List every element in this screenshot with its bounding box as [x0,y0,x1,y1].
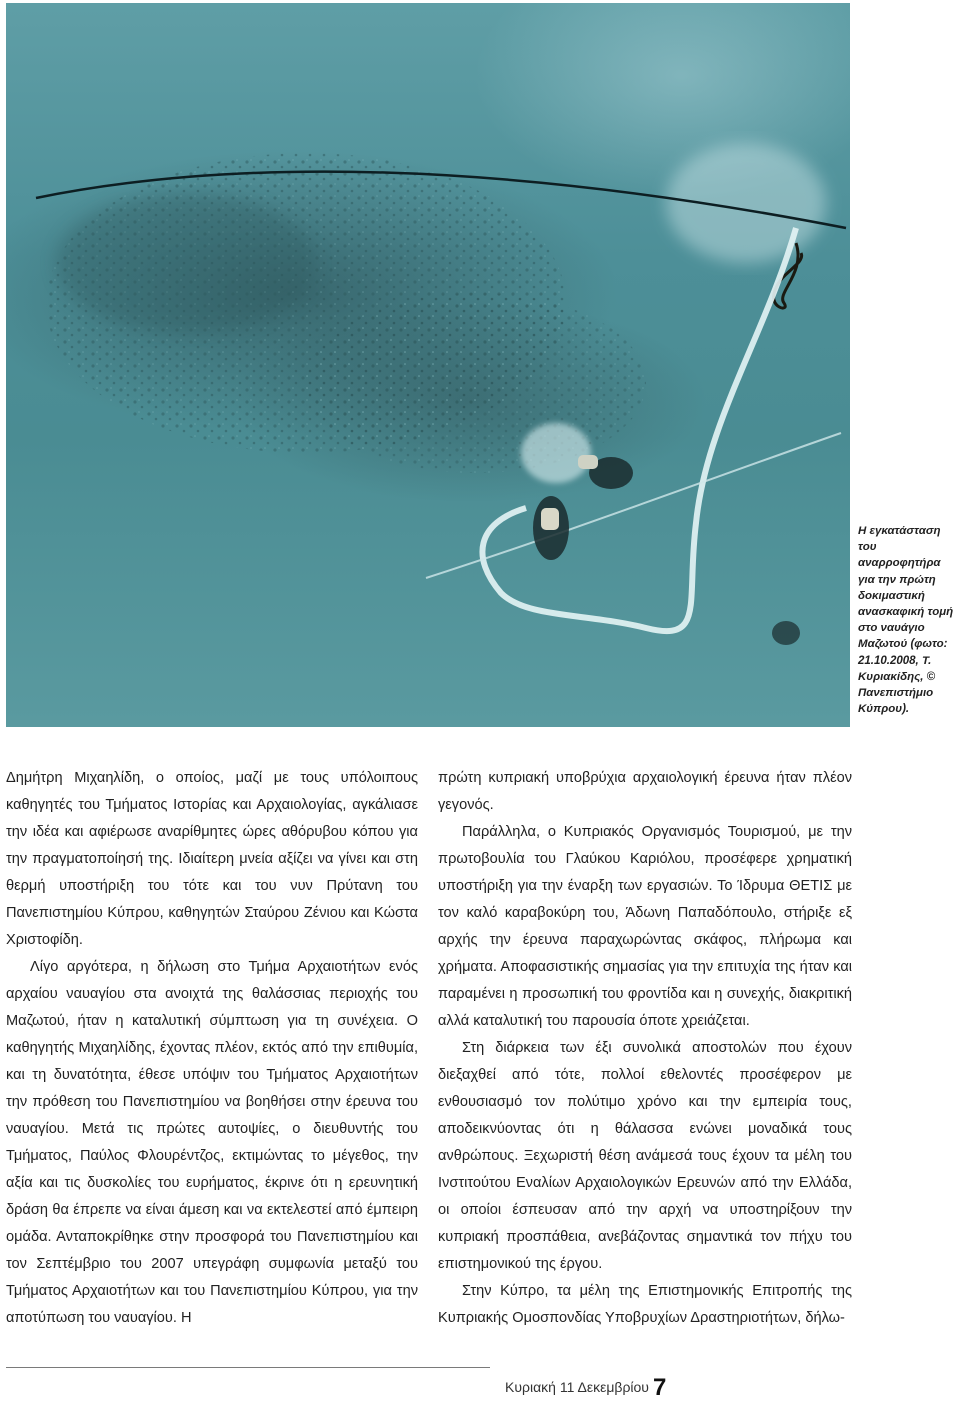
right-paragraph-3: Στη διάρκεια των έξι συνολικά αποστολών που έχουν διεξαχθεί από τότε, πολλοί εθελοντές προσέφερον με ενθουσιασμό τον πολύτιμο χρόνο και την εμπειρία τους, αποδεικνύοντας ότι η θάλασσα ενώνει μοναδικά τους ανθρώπους. Ξεχωριστή θέση ανάμεσά τους έχουν τα μέλη του Ινστιτούτου Εναλίων Αρχαιολογικών Ερευνών από την Ελλάδα, οι οποίοι έσπευσαν από την αρχή να υποστηρίξουν την κυπριακή προσπάθεια, ανεβάζοντας σημαντικά τον πήχυ του επιστημονικού της έργου. [438,1040,852,1272]
footer-date: Κυριακή 11 Δεκεμβρίου [505,1379,649,1395]
photo-illustration [6,3,850,727]
footer-rule [6,1367,490,1368]
right-column [438,765,852,1332]
diver-2 [578,455,633,489]
bubble-cloud [666,143,826,263]
right-paragraph-1: πρώτη κυπριακή υποβρύχια αρχαιολογική έρευνα ήταν πλέον γεγονός. [438,770,852,813]
left-column [6,765,418,1332]
left-paragraph-1: Δημήτρη Μιχαηλίδη, ο οποίος, μαζί με τους υπόλοιπους καθηγητές του Τμήματος Ιστορίας και Αρχαιολογίας, αγκάλιασε την ιδέα και αφιέρωσε αναρίθμητες ώρες αθόρυβου κόπου για την πραγματοποίησή της. Ιδιαίτερη μνεία αξίζει να γίνει και στη θερμή υποστήριξη του τότε και του νυν Πρύτανη του Πανεπιστημίου Κύπρου, καθηγητών Σταύρου Ζένιου και Κώστα Χριστοφίδη. [6,770,418,948]
page-footer [505,1374,666,1404]
left-paragraph-2: Λίγο αργότερα, η δήλωση στο Τμήμα Αρχαιοτήτων ενός αρχαίου ναυαγίου στα ανοιχτά της θαλάσσιας περιοχής του Μαζωτού, ήταν η καταλυτική σύμπτωση για τη συνέχεια. Ο καθηγητής Μιχαηλίδης, έχοντας πλέον, εκτός από την επιθυμία, και τη δυνατότητα, έθεσε υπόψιν του Τμήματος Αρχαιοτήτων την πρόθεση του Πανεπιστημίου να βοηθήσει στην έρευνα του ναυαγίου. Μετά τις πρώτες αυτοψίες, ο διευθυντής του Τμήματος, Παύλος Φλουρέντζος, εκτιμώντας το μέγεθος, την αξία και τις δυσκολίες του ευρήματος, έκρινε ότι η ερευνητική δράση θα έπρεπε να είναι άμεση και να εκτελεστεί από έμπειρη ομάδα. Ανταποκρίθηκε στην προσφορά του Πανεπιστημίου και τον Σεπτέμβριο του 2007 υπεγράφη συμφωνία μεταξύ του Τμήματος Αρχαιοτήτων και του Πανεπιστημίου Κύπρου, για την αποτύπωση του ναυαγίου. Η [6,959,418,1326]
underwater-photo [6,3,850,727]
page-number: 7 [652,1374,667,1401]
right-paragraph-4: Στην Κύπρο, τα μέλη της Επιστημονικής Επιτροπής της Κυπριακής Ομοσπονδίας Υποβρυχίων Δραστηριοτήτων, δήλω- [438,1283,852,1326]
photo-caption: Η εγκατάσταση του αναρροφητήρα για την πρώτη δοκιμαστική ανασκαφική τομή στο ναυάγιο Μαζωτού (φωτο: 21.10.2008, Τ. Κυριακίδης, © Πανεπιστήμιο Κύπρου). [858,525,954,716]
diver-1 [533,496,569,560]
right-paragraph-2: Παράλληλα, ο Κυπριακός Οργανισμός Τουρισμού, με την πρωτοβουλία του Γλαύκου Καριόλου, προσέφερε χρηματική υποστήριξη για την έναρξη των εργασιών. Το Ίδρυμα ΘΕΤΙΣ με τον καλό καραβοκύρη του, Άδωνη Παπαδόπουλο, στήριξε εξ αρχής την έρευνα παραχωρώντας σκάφος, πλήρωμα και χρήματα. Αποφασιστικής σημασίας για την επιτυχία της ήταν και παραμένει η προσωπική του φροντίδα και η συνεχής, διακριτική αλλά καταλυτική του παρουσία όποτε χρειάζεται. [438,824,852,1029]
